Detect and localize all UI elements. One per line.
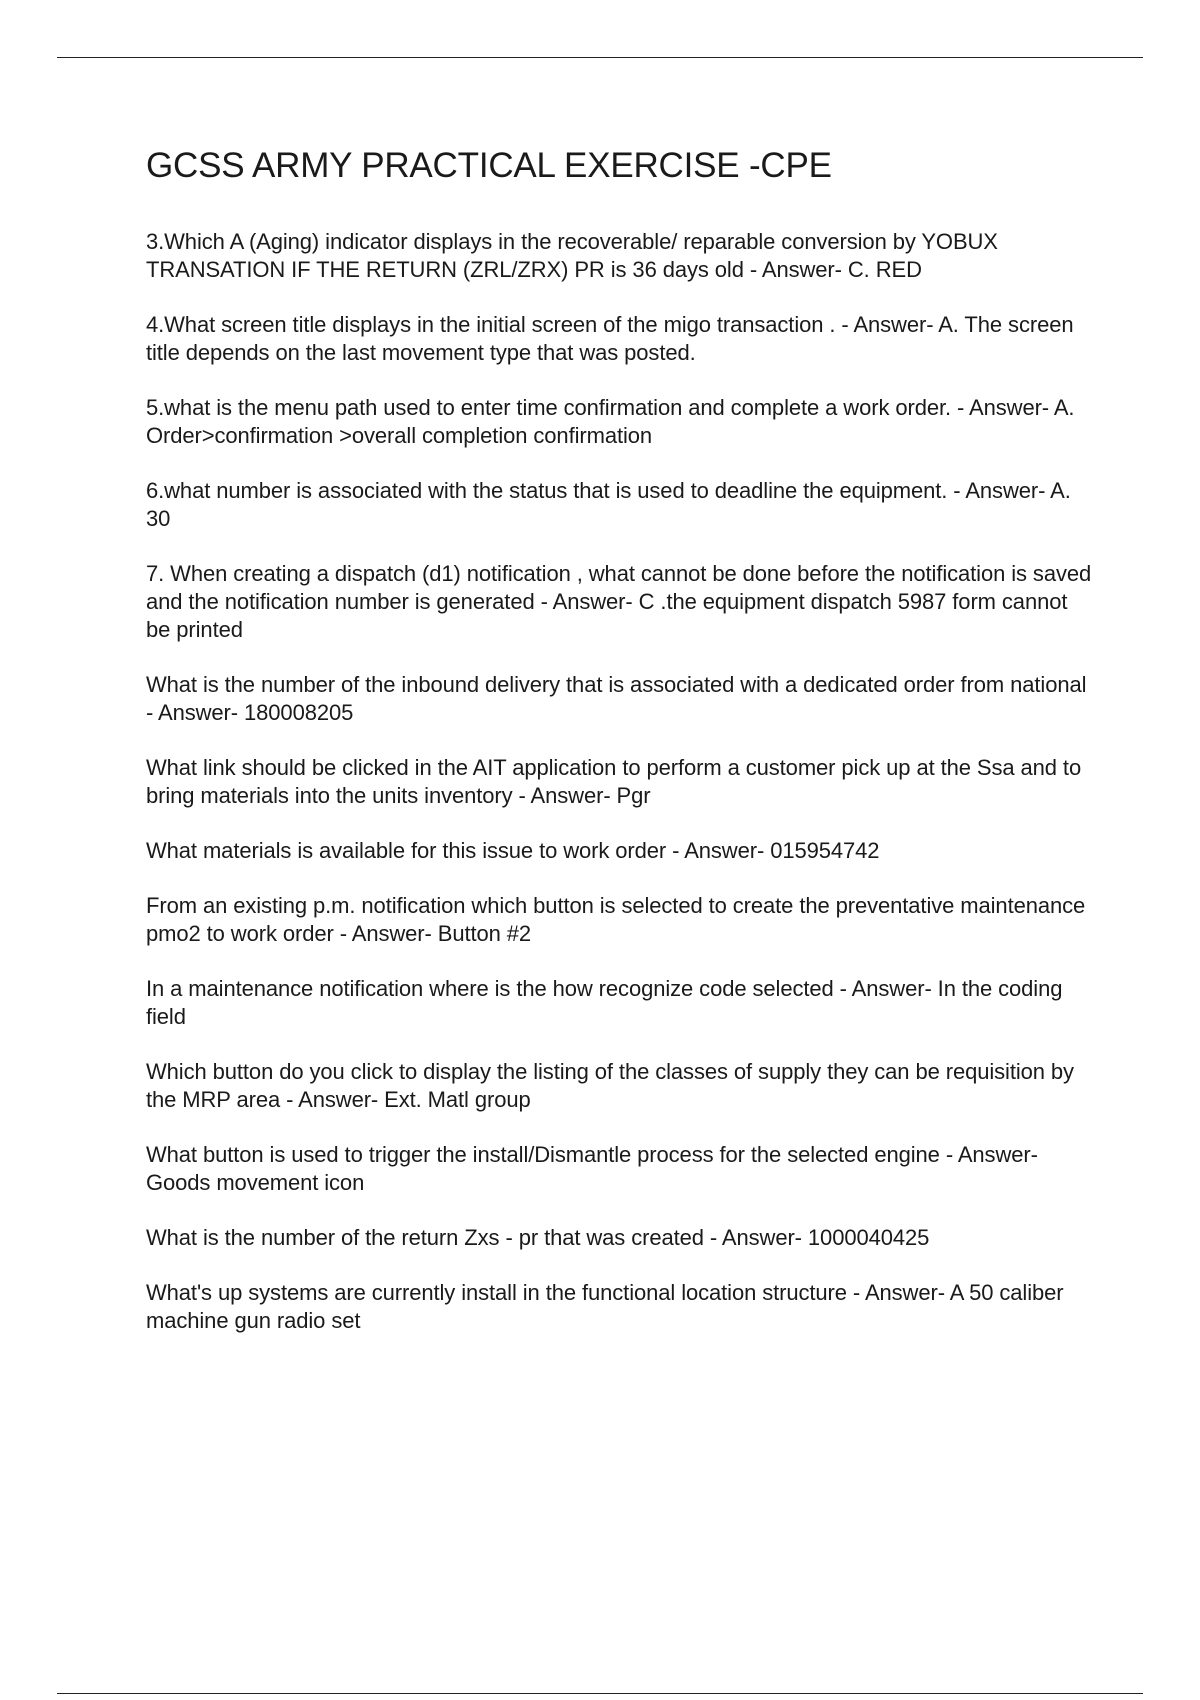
qa-item-5: 7. When creating a dispatch (d1) notification , what cannot be done before the notification is saved and the notification number is generated - Answer- C .the equipment dispatch 5987 form cannot be printed bbox=[146, 561, 1092, 642]
qa-item-3: 5.what is the menu path used to enter time confirmation and complete a work order. - Answer- A. Order>confirmation >overall completion confirmation bbox=[146, 395, 1075, 448]
qa-item-14: What's up systems are currently install in the functional location structure - Answer- A 50 caliber machine gun radio set bbox=[146, 1280, 1064, 1333]
qa-item-11: Which button do you click to display the listing of the classes of supply they can be requisition by the MRP area - Answer- Ext. Matl group bbox=[146, 1059, 1074, 1112]
qa-item-6: What is the number of the inbound delivery that is associated with a dedicated order from national - Answer- 180008205 bbox=[146, 672, 1087, 725]
qa-item-13: What is the number of the return Zxs - pr that was created - Answer- 1000040425 bbox=[146, 1225, 930, 1250]
document-body bbox=[146, 142, 1096, 1362]
qa-item-4: 6.what number is associated with the status that is used to deadline the equipment. - Answer- A. 30 bbox=[146, 478, 1071, 531]
top-divider bbox=[57, 57, 1143, 58]
qa-item-7: What link should be clicked in the AIT application to perform a customer pick up at the Ssa and to bring materials into the units inventory - Answer- Pgr bbox=[146, 755, 1082, 808]
qa-item-10: In a maintenance notification where is the how recognize code selected - Answer- In the coding field bbox=[146, 976, 1063, 1029]
qa-item-9: From an existing p.m. notification which button is selected to create the preventative maintenance pmo2 to work order - Answer- Button #2 bbox=[146, 893, 1086, 946]
document-title: GCSS ARMY PRACTICAL EXERCISE -CPE bbox=[146, 146, 832, 185]
qa-item-2: 4.What screen title displays in the initial screen of the migo transaction . - Answer- A. The screen title depends on the last movement type that was posted. bbox=[146, 312, 1074, 365]
qa-item-8: What materials is available for this issue to work order - Answer- 015954742 bbox=[146, 838, 880, 863]
bottom-divider bbox=[57, 1693, 1143, 1694]
qa-item-12: What button is used to trigger the install/Dismantle process for the selected engine - Answer- Goods movement icon bbox=[146, 1142, 1038, 1195]
qa-item-1: 3.Which A (Aging) indicator displays in the recoverable/ reparable conversion by YOBUX TRANSATION IF THE RETURN (ZRL/ZRX) PR is 36 days old - Answer- C. RED bbox=[146, 229, 998, 282]
